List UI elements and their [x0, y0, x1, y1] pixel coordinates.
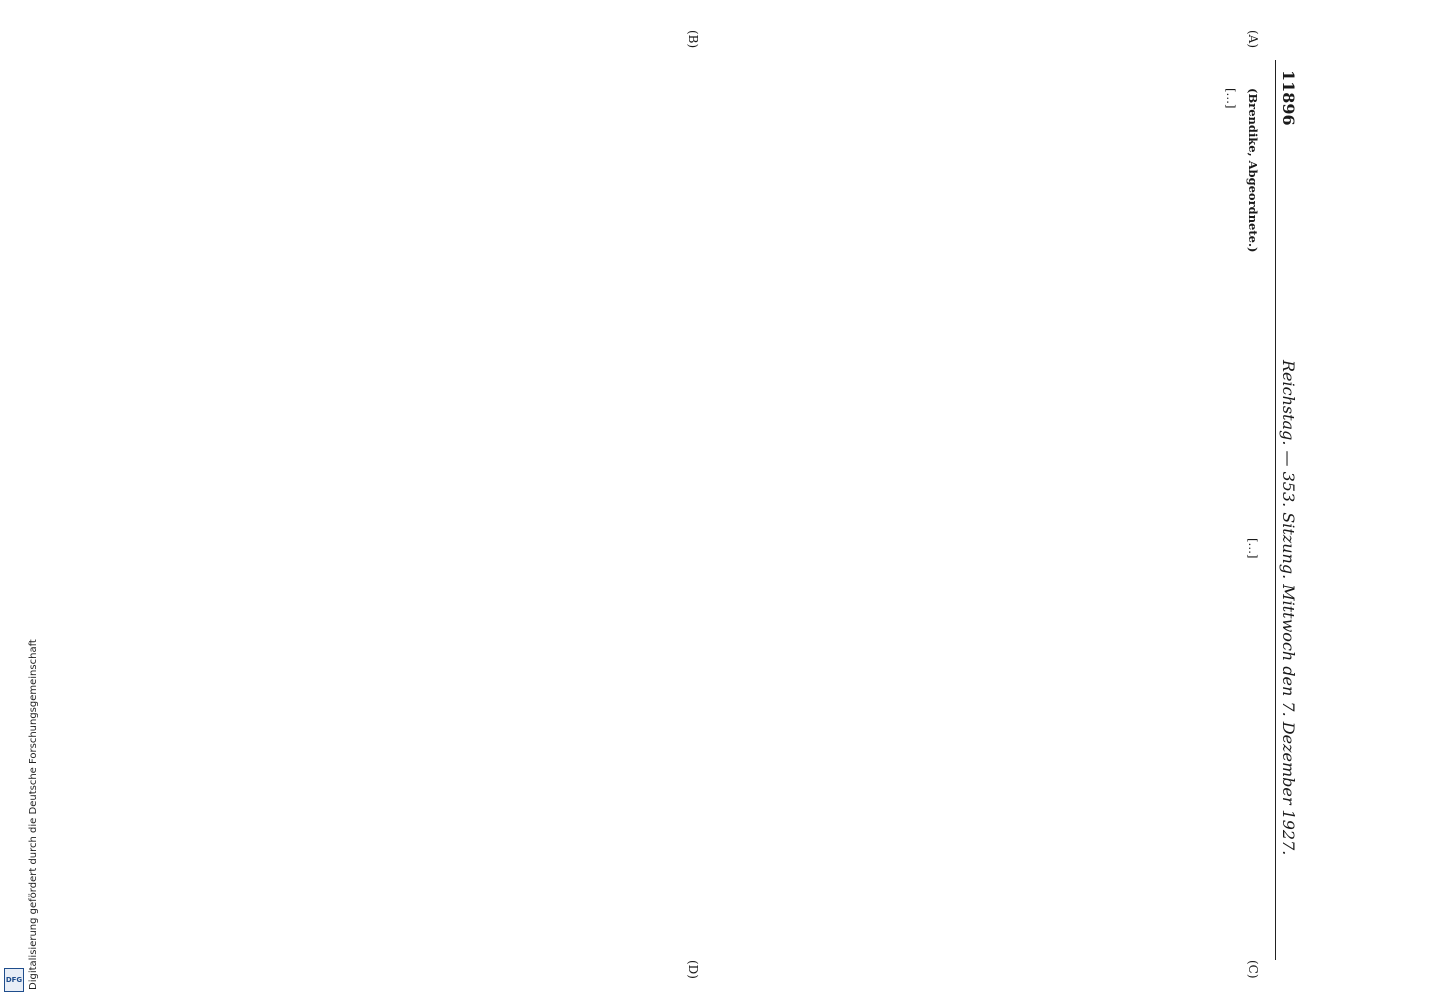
left-paragraphs	[1223, 70, 1239, 500]
margin-marker-d: (D)	[686, 960, 700, 979]
document-page	[100, 30, 1300, 979]
page-header	[1275, 60, 1300, 960]
right-column	[140, 520, 1260, 950]
margin-marker-c: (C)	[1246, 960, 1260, 979]
credit-text: Digitalisierung gefördert durch die Deutsche Forschungsgemeinschaft	[28, 639, 39, 990]
left-paragraph: […]	[1224, 88, 1239, 109]
right-paragraphs	[1244, 520, 1260, 950]
page-title: Reichstag. — 353. Sitzung. Mittwoch den 7. Dezember 1927.	[1279, 360, 1298, 856]
margin-marker-b: (B)	[686, 30, 700, 49]
right-paragraph: […]	[1246, 538, 1260, 559]
left-column	[140, 70, 1260, 500]
margin-marker-a: (A)	[1246, 30, 1260, 49]
page-number: 11896	[1279, 70, 1298, 126]
sidebar	[0, 0, 40, 1000]
dfg-logo: DFG	[4, 968, 24, 992]
speaker-line: (Brendike, Abgeordnete.)	[1246, 88, 1260, 253]
